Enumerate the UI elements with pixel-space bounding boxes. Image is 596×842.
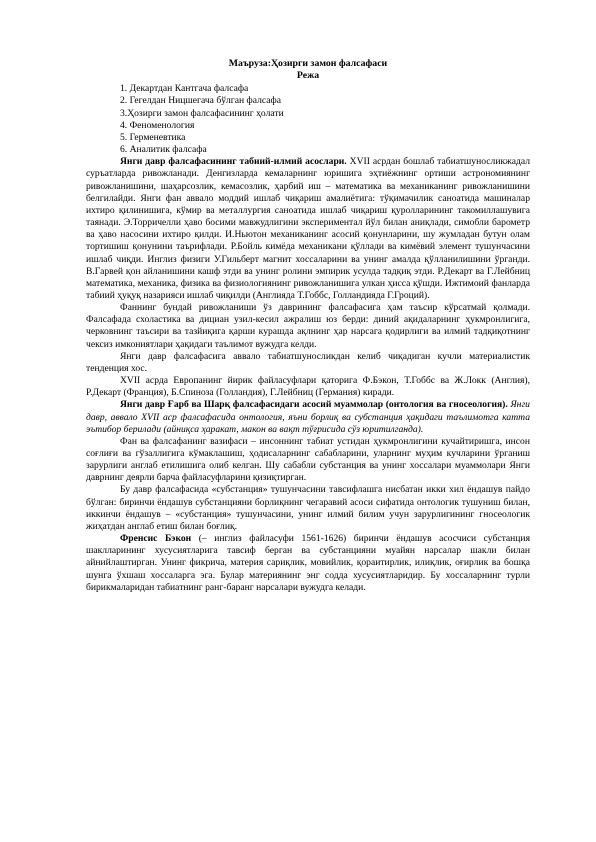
- plan-heading: Режа: [296, 70, 320, 82]
- paragraph-science-influence: Фаннинг бундай ривожланиши ўз даврининг фалсафасига ҳам таъсир кўрсатмай қолмади. Фалсафада схоластика ва дициан узил-кесил ажралиш юз берди: диний ақидаларнинг ҳукмронлигига, черковнинг таъсири ва тазйиқига қарши курашда ақлнинг ҳар нарсага қодирлиги ва илмий тадқиқотнинг чексиз имкониятлари ҳақидаги таълимот вужудга келди.: [86, 302, 530, 350]
- plan-list: [86, 83, 530, 156]
- plan-item: 4. Феноменология: [120, 119, 195, 131]
- paragraph-materialist-tendency: Янги давр фалсафасига аввало табиатшуносликдан келиб чиқадиган кучли материалистик тенденция хос.: [86, 350, 530, 374]
- plan-item: 2. Гегелдан Ницшегача бўлган фалсафа: [120, 95, 281, 107]
- plan-item: 5. Герменевтика: [120, 131, 186, 143]
- plan-item: 3.Ҳозирги замон фалсафасининг ҳолати: [120, 107, 284, 119]
- paragraph-francis-bacon: [86, 533, 530, 594]
- plan-item: 1. Декартдан Кантгача фалсафа: [120, 83, 249, 95]
- document-title: Маъруза:Ҳозирги замон фалсафаси: [228, 58, 388, 69]
- paragraph-italic-text: Янги давр, аввало XVII аср фалсафасида онтология, яъни борлиқ ва субстанция ҳақидаги таълимотга катта эътибор берилади (айниқса ҳаракат, макон ва вақт тўғрисида сўз юритилганда).: [86, 399, 530, 435]
- paragraph-substance-approaches: Бу давр фалсафасида «субстанция» тушунчасини тавсифлашга нисбатан икки хил ёндашув пайдо бўлган: биринчи ёндашув субстанцияни борлиқнинг чегаравий асоси сифатида онтологик тушуниш билан, иккинчи ёндашув – «субстанция» тушунчасини, унинг илмий билим учун зарурлигининг гносеологик жиҳатдан англаб етиш билан боғлиқ.: [86, 484, 530, 532]
- section-heading-main-problems: Янги давр Ғарб ва Шарқ фалсафасидаги асосий муаммолар (онтология ва гносеология).: [120, 399, 508, 411]
- paragraph-text: XVII асрдан бошлаб табиатшуносликжадал суръатларда ривожланади. Денгизларда кемаларнинг юришига эҳтиёжнинг ортиши астрономиянинг ривожланишини, шаҳарсозлик, кемасозлик, ҳарбий иш – математика ва механиканинг ривожланишини белгилайди. Янги фан аввало моддий ишлаб чиқариш амалиётига: тўқимачилик саноатида машиналар ихтиро қилинишига, кўмир ва металлургия саноатида ишлаб чиқариш қуролларининг такомиллашувига таянади. Э.Торричелли ҳаво босими мавжудлигини экспериментал йўл билан аниқлади, симобли барометр ва ҳаво насосини ихтиро қилди. И.Ньютон механиканинг асосий қонунларини, шу жумладан бутун олам тортишиш қонунини таърифлади. Р.Бойль кимёда механикани қўллади ва кимёвий элемент тушунчасини ишлаб чиқди. Инглиз физиги У.Гильберт магнит хоссаларини ва унинг амалда қўлланилишини ўрганди. В.Гарвей қон айланишини кашф этди ва унинг ролини эмпирик усулда тадқиқ этди. Р.Декарт ва Г.Лейбниц математика, механика, физика ва физиологиянинг ривожланишига улкан ҳисса қўшди. Ижтимоий фанларда табиий ҳуқуқ назарияси ишлаб чиқилди (Англияда Т.Гоббс, Голландияда Г.Гроций).: [86, 156, 531, 301]
- paragraph-natural-science-foundations: [86, 156, 530, 302]
- bacon-name: Френсис Бэкон: [120, 533, 192, 545]
- paragraph-task-of-philosophy: Фан ва фалсафанинг вазифаси – инсоннинг табиат устидан ҳукмронлигини кучайтиришга, инсон соғлиғи ва гўзаллигига кўмаклашиш, ҳодисаларнинг сабабларини, уларнинг муҳим кучларини ўрганиш зарурлиги англаб етилишига олиб келган. Шу сабабли субстанция ва унинг хоссалари муаммолари Янги даврнинг деярли барча файласуфларини қизиқтирган.: [86, 435, 530, 484]
- section-heading-natural-science: Янги давр фалсафасининг табиий-илмий асослари.: [120, 156, 347, 168]
- paragraph-philosophers-list: XVII асрда Европанинг йирик файласуфлари қаторига Ф.Бэкон, Т.Гоббс ва Ж.Локк (Англия), Р.Декарт (Франция), Б.Спиноза (Голландия), Г.Лейбниц (Германия) киради.: [86, 375, 530, 399]
- plan-item: 6. Аналитик фалсафа: [120, 144, 207, 156]
- paragraph-text: (– инглиз файласуфи 1561-1626) биринчи ёндашув асосчиси субстанция шаклларининг хусусиятларига тавсиф берган ва субстанцияни муайян нарсалар шакли билан айнийлаштирган. Унинг фикрича, материя сариқлик, мовийлик, қораитирлик, илиқлик, оғирлик ва бошқа шунга ўхшаш хоссаларга эга. Булар материянинг энг содда хусусиятларидир. Бу хоссаларнинг турли бирикмаларидан табиатнинг ранг-баранг нарсалари вужудга келади.: [86, 533, 530, 593]
- paragraph-main-problems: [86, 399, 530, 435]
